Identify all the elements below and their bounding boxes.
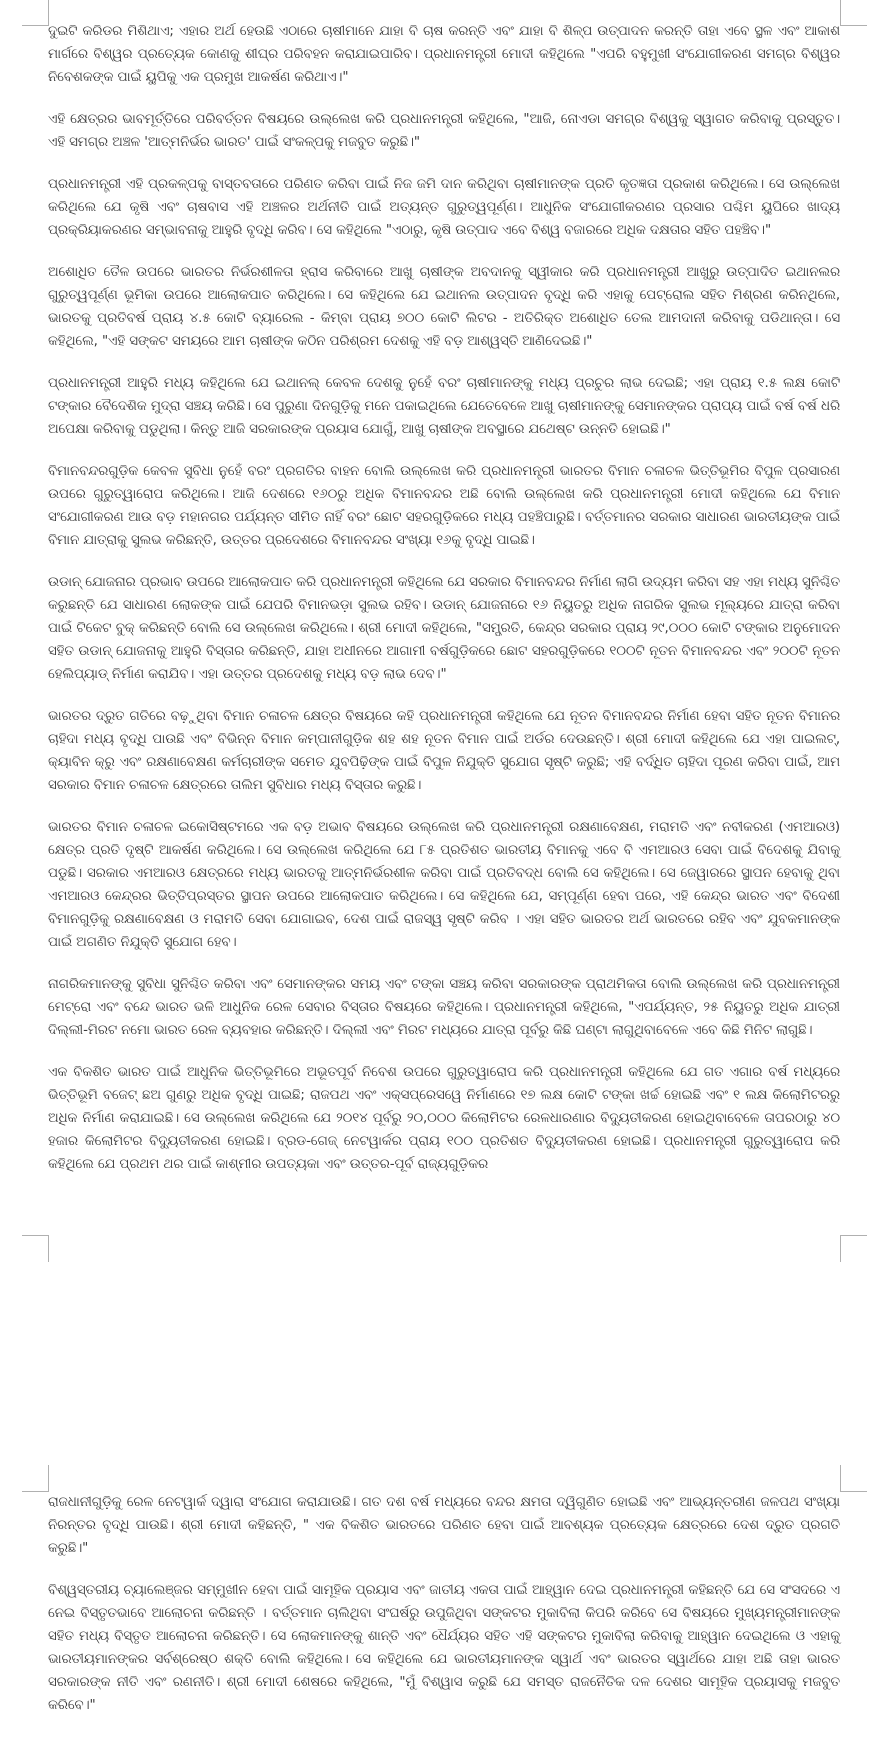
paragraph: ନାଗରିକମାନଙ୍କୁ ସୁବିଧା ସୁନିଶ୍ଚିତ କରିବା ଏବଂ ସେମାନଙ୍କର ସମୟ ଏବଂ ଟଙ୍କା ସଞ୍ଚୟ କରିବା ସରକାରଙ୍କ ପ୍ରାଥମିକତା ବୋଲି ଉଲ୍ଲେଖ କରି ପ୍ରଧାନମନ୍ତ୍ରୀ ମେଟ୍ରୋ ଏବଂ ବନ୍ଦେ ଭାରତ ଭଳି ଆଧୁନିକ ରେଳ ସେବାର ବିସ୍ତାର ବିଷୟରେ କହିଥିଲେ। ପ୍ରଧାନମନ୍ତ୍ରୀ କହିଥିଲେ, "ଏପର୍ଯ୍ୟନ୍ତ, ୨୫ ନିୟୁତରୁ ଅଧିକ ଯାତ୍ରୀ ଦିଲ୍ଲୀ-ମିରଟ ନମୋ ଭାରତ ରେଳ ବ୍ୟବହାର କରିଛନ୍ତି। ଦିଲ୍ଲୀ ଏବଂ ମିରଟ ମଧ୍ୟରେ ଯାତ୍ରା ପୂର୍ବରୁ କିଛି ଘଣ୍ଟା ଲାଗୁଥିବାବେଳେ ଏବେ କିଛି ମିନିଟ ଲାଗୁଛି। bbox=[48, 977, 840, 1038]
page-corner-mark bbox=[22, 1465, 49, 1492]
paragraph: ବିମାନବନ୍ଦରଗୁଡ଼ିକ କେବଳ ସୁବିଧା ନୁହେଁ ବରଂ ପ୍ରଗତିର ବାହନ ବୋଲି ଉଲ୍ଲେଖ କରି ପ୍ରଧାନମନ୍ତ୍ରୀ ଭାରତର ବିମାନ ଚଳାଚଳ ଭିତ୍ତିଭୂମିର ବିପୁଳ ପ୍ରସାରଣ ଉପରେ ଗୁରୁତ୍ୱାରୋପ କରିଥିଲେ। ଆଜି ଦେଶରେ ୧୬୦ରୁ ଅଧିକ ବିମାନବନ୍ଦର ଅଛି ବୋଲି ଉଲ୍ଲେଖ କରି ପ୍ରଧାନମନ୍ତ୍ରୀ ମୋଦୀ କହିଥିଲେ ଯେ ବିମାନ ସଂଯୋଗୀକରଣ ଆଉ ବଡ଼ ମହାନଗର ପର୍ଯ୍ୟନ୍ତ ସୀମିତ ନାହିଁ ବରଂ ଛୋଟ ସହରଗୁଡ଼ିକରେ ମଧ୍ୟ ପହଞ୍ଚିପାରୁଛି। ବର୍ତ୍ତମାନର ସରକାର ସାଧାରଣ ଭାରତୀୟଙ୍କ ପାଇଁ ବିମାନ ଯାତ୍ରାକୁ ସୁଲଭ କରିଛନ୍ତି, ଉତ୍ତର ପ୍ରଦେଶରେ ବିମାନବନ୍ଦର ସଂଖ୍ୟା ୧୬କୁ ବୃଦ୍ଧି ପାଇଛି। bbox=[48, 464, 840, 548]
paragraph: ପ୍ରଧାନମନ୍ତ୍ରୀ ଏହି ପ୍ରକଳ୍ପକୁ ବାସ୍ତବତାରେ ପରିଣତ କରିବା ପାଇଁ ନିଜ ଜମି ଦାନ କରିଥିବା ଚାଷୀମାନଙ୍କ ପ୍ରତି କୃତଜ୍ଞତା ପ୍ରକାଶ କରିଥିଲେ। ସେ ଉଲ୍ଲେଖ କରିଥିଲେ ଯେ କୃଷି ଏବଂ ଚାଷବାସ ଏହି ଅଞ୍ଚଳର ଅର୍ଥନୀତି ପାଇଁ ଅତ୍ୟନ୍ତ ଗୁରୁତ୍ୱପୂର୍ଣ୍ଣ। ଆଧୁନିକ ସଂଯୋଗୀକରଣର ପ୍ରସାର ପଶ୍ଚିମ ୟୁପିରେ ଖାଦ୍ୟ ପ୍ରକ୍ରିୟାକରଣର ସମ୍ଭାବନାକୁ ଆହୁରି ବୃଦ୍ଧି କରିବ। ସେ କହିଥିଲେ "ଏଠାରୁ, କୃଷି ଉତ୍ପାଦ ଏବେ ବିଶ୍ୱ ବଜାରରେ ଅଧିକ ଦକ୍ଷତାର ସହିତ ପହଞ୍ଚିବ।" bbox=[48, 177, 840, 238]
page-body bbox=[48, 1491, 840, 1736]
paragraph: ଭାରତର ଦ୍ରୁତ ଗତିରେ ବଢ଼ୁଥିବା ବିମାନ ଚଳାଚଳ କ୍ଷେତ୍ର ବିଷୟରେ କହି ପ୍ରଧାନମନ୍ତ୍ରୀ କହିଥିଲେ ଯେ ନୂତନ ବିମାନବନ୍ଦର ନିର୍ମାଣ ହେବା ସହିତ ନୂତନ ବିମାନର ଚାହିଦା ମଧ୍ୟ ବୃଦ୍ଧି ପାଉଛି ଏବଂ ବିଭିନ୍ନ ବିମାନ କମ୍ପାନୀଗୁଡ଼ିକ ଶହ ଶହ ନୂତନ ବିମାନ ପାଇଁ ଅର୍ଡର ଦେଉଛନ୍ତି। ଶ୍ରୀ ମୋଦୀ କହିଥିଲେ ଯେ ଏହା ପାଇଲଟ୍, କ୍ୟାବିନ କ୍ରୁ ଏବଂ ରକ୍ଷଣାବେକ୍ଷଣ କର୍ମଚାରୀଙ୍କ ସମେତ ଯୁବପିଢ଼ିଙ୍କ ପାଇଁ ବିପୁଳ ନିଯୁକ୍ତି ସୁଯୋଗ ସୃଷ୍ଟି କରୁଛି; ଏହି ବର୍ଦ୍ଧିତ ଚାହିଦା ପୂରଣ କରିବା ପାଇଁ, ଆମ ସରକାର ବିମାନ ଚଳାଚଳ କ୍ଷେତ୍ରରେ ତାଲିମ ସୁବିଧାର ମଧ୍ୟ ବିସ୍ତାର କରୁଛି। bbox=[48, 709, 840, 793]
paragraph: ଉଡାନ୍ ଯୋଜନାର ପ୍ରଭାବ ଉପରେ ଆଲୋକପାତ କରି ପ୍ରଧାନମନ୍ତ୍ରୀ କହିଥିଲେ ଯେ ସରକାର ବିମାନବନ୍ଦର ନିର୍ମାଣ ଲାଗି ଉଦ୍ୟମ କରିବା ସହ ଏହା ମଧ୍ୟ ସୁନିଶ୍ଚିତ କରୁଛନ୍ତି ଯେ ସାଧାରଣ ଲୋକଙ୍କ ପାଇଁ ଯେପରି ବିମାନଭଡ଼ା ସୁଲଭ ରହିବ। ଉଡାନ୍ ଯୋଜନାରେ ୧୬ ନିୟୁତରୁ ଅଧିକ ନାଗରିକ ସୁଲଭ ମୂଲ୍ୟରେ ଯାତ୍ରା କରିବା ପାଇଁ ଟିକେଟ ବୁକ୍ କରିଛନ୍ତି ବୋଲି ସେ ଉଲ୍ଲେଖ କରିଥିଲେ। ଶ୍ରୀ ମୋଦୀ କହିଥିଲେ, "ସମ୍ପ୍ରତି, କେନ୍ଦ୍ର ସରକାର ପ୍ରାୟ ୨୯,୦୦୦ କୋଟି ଟଙ୍କାର ଅନୁମୋଦନ ସହିତ ଉଡାନ୍ ଯୋଜନାକୁ ଆହୁରି ବିସ୍ତାର କରିଛନ୍ତି, ଯାହା ଅଧୀନରେ ଆଗାମୀ ବର୍ଷଗୁଡ଼ିକରେ ଛୋଟ ସହରଗୁଡ଼ିକରେ ୧୦୦ଟି ନୂତନ ବିମାନବନ୍ଦର ଏବଂ ୨୦୦ଟି ନୂତନ ହେଲିପ୍ୟାଡ୍ ନିର୍ମାଣ କରାଯିବ। ଏହା ଉତ୍ତର ପ୍ରଦେଶକୁ ମଧ୍ୟ ବଡ଼ ଲାଭ ଦେବ।" bbox=[48, 575, 840, 682]
document-page-2 bbox=[0, 1255, 870, 1749]
page-corner-mark bbox=[840, 0, 867, 26]
paragraph: ବିଶ୍ୱସ୍ତରୀୟ ଚ୍ୟାଲେଞ୍ଜର ସମ୍ମୁଖୀନ ହେବା ପାଇଁ ସାମୂହିକ ପ୍ରୟାସ ଏବଂ ଜାତୀୟ ଏକତା ପାଇଁ ଆହ୍ୱାନ ଦେଇ ପ୍ରଧାନମନ୍ତ୍ରୀ କହିଛନ୍ତି ଯେ ସେ ସଂସଦରେ ଏ ନେଇ ବିସ୍ତୃତଭାବେ ଆଲୋଚନା କରିଛନ୍ତି । ବର୍ତ୍ତମାନ ଚାଲିଥିବା ସଂଘର୍ଷରୁ ଉପୁଜିଥିବା ସଙ୍କଟର ମୁକାବିଲା କିପରି କରିବେ ସେ ବିଷୟରେ ମୁଖ୍ୟମନ୍ତ୍ରୀମାନଙ୍କ ସହିତ ମଧ୍ୟ ବିସ୍ତୃତ ଆଲୋଚନା କରିଛନ୍ତି। ସେ ଲୋକମାନଙ୍କୁ ଶାନ୍ତି ଏବଂ ଧୈର୍ଯ୍ୟର ସହିତ ଏହି ସଙ୍କଟର ମୁକାବିଲା କରିବାକୁ ଆହ୍ୱାନ ଦେଇଥିଲେ ଓ ଏହାକୁ ଭାରତୀୟମାନଙ୍କର ସର୍ବଶ୍ରେଷ୍ଠ ଶକ୍ତି ବୋଲି କହିଥିଲେ। ସେ କହିଥିଲେ ଯେ ଭାରତୀୟମାନଙ୍କ ସ୍ୱାର୍ଥ ଏବଂ ଭାରତର ସ୍ୱାର୍ଥରେ ଯାହା ଅଛି ତାହା ଭାରତ ସରକାରଙ୍କ ନୀତି ଏବଂ ରଣନୀତି। ଶ୍ରୀ ମୋଦୀ ଶେଷରେ କହିଥିଲେ, "ମୁଁ ବିଶ୍ୱାସ କରୁଛି ଯେ ସମସ୍ତ ରାଜନୈତିକ ଦଳ ଦେଶର ସାମୂହିକ ପ୍ରୟାସକୁ ମଜବୁତ କରିବେ।" bbox=[48, 1583, 840, 1713]
paragraph: ଅଶୋଧିତ ତୈଳ ଉପରେ ଭାରତର ନିର୍ଭରଶୀଳତା ହ୍ରାସ କରିବାରେ ଆଖୁ ଚାଷୀଙ୍କ ଅବଦାନକୁ ସ୍ୱୀକାର କରି ପ୍ରଧାନମନ୍ତ୍ରୀ ଆଖୁରୁ ଉତ୍ପାଦିତ ଇଥାନଲର ଗୁରୁତ୍ୱପୂର୍ଣ୍ଣ ଭୂମିକା ଉପରେ ଆଲୋକପାତ କରିଥିଲେ। ସେ କହିଥିଲେ ଯେ ଇଥାନଲ ଉତ୍ପାଦନ ବୃଦ୍ଧି କରି ଏହାକୁ ପେଟ୍ରୋଲ ସହିତ ମିଶ୍ରଣ କରିନଥିଲେ, ଭାରତକୁ ପ୍ରତିବର୍ଷ ପ୍ରାୟ ୪.୫ କୋଟି ବ୍ୟାରେଲ - କିମ୍ବା ପ୍ରାୟ ୭୦୦ କୋଟି ଲିଟର - ଅତିରିକ୍ତ ଅଶୋଧିତ ତେଲ ଆମଦାନୀ କରିବାକୁ ପଡିଥାନ୍ତା। ସେ କହିଥିଲେ, "ଏହି ସଙ୍କଟ ସମୟରେ ଆମ ଚାଷୀଙ୍କ କଠିନ ପରିଶ୍ରମ ଦେଶକୁ ଏହି ବଡ଼ ଆଶ୍ୱସ୍ତି ଆଣିଦେଇଛି।" bbox=[48, 265, 840, 349]
paragraph: ଏହି କ୍ଷେତ୍ରର ଭାବମୂର୍ତ୍ତିରେ ପରିବର୍ତ୍ତନ ବିଷୟରେ ଉଲ୍ଲେଖ କରି ପ୍ରଧାନମନ୍ତ୍ରୀ କହିଥିଲେ, "ଆଜି, ନୋଏଡା ସମଗ୍ର ବିଶ୍ୱକୁ ସ୍ୱାଗତ କରିବାକୁ ପ୍ରସ୍ତୁତ। ଏହି ସମଗ୍ର ଅଞ୍ଚଳ 'ଆତ୍ମନିର୍ଭର ଭାରତ' ପାଇଁ ସଂକଳ୍ପକୁ ମଜବୁତ କରୁଛି।" bbox=[48, 112, 840, 150]
paragraph: ଦୁଇଟି କରିଡର ମିଶିଥାଏ; ଏହାର ଅର୍ଥ ହେଉଛି ଏଠାରେ ଚାଷୀମାନେ ଯାହା ବି ଚାଷ କରନ୍ତି ଏବଂ ଯାହା ବି ଶିଳ୍ପ ଉତ୍ପାଦନ କରନ୍ତି ତାହା ଏବେ ସ୍ଥଳ ଏବଂ ଆକାଶ ମାର୍ଗରେ ବିଶ୍ୱର ପ୍ରତ୍ୟେକ କୋଣକୁ ଶୀଘ୍ର ପରିବହନ କରାଯାଇପାରିବ। ପ୍ରଧାନମନ୍ତ୍ରୀ ମୋଦୀ କହିଥିଲେ "ଏପରି ବହୁମୁଖୀ ସଂଯୋଗୀକରଣ ସମଗ୍ର ବିଶ୍ୱର ନିବେଶକଙ୍କ ପାଇଁ ୟୁପିକୁ ଏକ ପ୍ରମୁଖ ଆକର୍ଷଣ କରିଥାଏ।" bbox=[48, 24, 841, 85]
paragraph: ଭାରତର ବିମାନ ଚଳାଚଳ ଇକୋସିଷ୍ଟମରେ ଏକ ବଡ଼ ଅଭାବ ବିଷୟରେ ଉଲ୍ଲେଖ କରି ପ୍ରଧାନମନ୍ତ୍ରୀ ରକ୍ଷଣାବେକ୍ଷଣ, ମରାମତି ଏବଂ ନବୀକରଣ (ଏମଆରଓ) କ୍ଷେତ୍ର ପ୍ରତି ଦୃଷ୍ଟି ଆକର୍ଷଣ କରିଥିଲେ। ସେ ଉଲ୍ଲେଖ କରିଥିଲେ ଯେ ୮୫ ପ୍ରତିଶତ ଭାରତୀୟ ବିମାନକୁ ଏବେ ବି ଏମଆରଓ ସେବା ପାଇଁ ବିଦେଶକୁ ଯିବାକୁ ପଡୁଛି। ସରକାର ଏମଆରଓ କ୍ଷେତ୍ରରେ ମଧ୍ୟ ଭାରତକୁ ଆତ୍ମନିର୍ଭରଶୀଳ କରିବା ପାଇଁ ପ୍ରତିବଦ୍ଧ ବୋଲି ସେ କହିଥିଲେ। ସେ ଜେୱାରରେ ସ୍ଥାପନ ହେବାକୁ ଥିବା ଏମଆରଓ କେନ୍ଦ୍ରର ଭିତ୍ତିପ୍ରସ୍ତର ସ୍ଥାପନ ଉପରେ ଆଲୋକପାତ କରିଥିଲେ। ସେ କହିଥିଲେ ଯେ, ସମ୍ପୂର୍ଣ୍ଣ ହେବା ପରେ, ଏହି କେନ୍ଦ୍ର ଭାରତ ଏବଂ ବିଦେଶୀ ବିମାନଗୁଡ଼ିକୁ ରକ୍ଷଣାବେକ୍ଷଣ ଓ ମରାମତି ସେବା ଯୋଗାଇବ, ଦେଶ ପାଇଁ ରାଜସ୍ୱ ସୃଷ୍ଟି କରିବ । ଏହା ସହିତ ଭାରତର ଅର୍ଥ ଭାରତରେ ରହିବ ଏବଂ ଯୁବକମାନଙ୍କ ପାଇଁ ଅଗଣିତ ନିଯୁକ୍ତି ସୁଯୋଗ ହେବ। bbox=[48, 820, 840, 950]
paragraph: ରାଜଧାନୀଗୁଡ଼ିକୁ ରେଳ ନେଟୱାର୍କ ଦ୍ୱାରା ସଂଯୋଗ କରାଯାଉଛି। ଗତ ଦଶ ବର୍ଷ ମଧ୍ୟରେ ବନ୍ଦର କ୍ଷମତା ଦ୍ୱିଗୁଣିତ ହୋଇଛି ଏବଂ ଆଭ୍ୟନ୍ତରୀଣ ଜଳପଥ ସଂଖ୍ୟା ନିରନ୍ତର ବୃଦ୍ଧି ପାଉଛି। ଶ୍ରୀ ମୋଦୀ କହିଛନ୍ତି, " ଏକ ବିକଶିତ ଭାରତରେ ପରିଣତ ହେବା ପାଇଁ ଆବଶ୍ୟକ ପ୍ରତ୍ୟେକ କ୍ଷେତ୍ରରେ ଦେଶ ଦ୍ରୁତ ପ୍ରଗତି କରୁଛି।" bbox=[48, 1495, 840, 1556]
page-corner-mark bbox=[22, 0, 49, 26]
page-corner-mark bbox=[840, 1465, 867, 1492]
paragraph: ପ୍ରଧାନମନ୍ତ୍ରୀ ଆହୁରି ମଧ୍ୟ କହିଥିଲେ ଯେ ଇଥାନଲ୍ କେବଳ ଦେଶକୁ ନୁହେଁ ବରଂ ଚାଷୀମାନଙ୍କୁ ମଧ୍ୟ ପ୍ରଚୁର ଲାଭ ଦେଇଛି; ଏହା ପ୍ରାୟ ୧.୫ ଲକ୍ଷ କୋଟି ଟଙ୍କାର ବୈଦେଶିକ ମୁଦ୍ରା ସଞ୍ଚୟ କରିଛି। ସେ ପୁରୁଣା ଦିନଗୁଡ଼ିକୁ ମନେ ପକାଇଥିଲେ ଯେତେବେଳେ ଆଖୁ ଚାଷୀମାନଙ୍କୁ ସେମାନଙ୍କର ପ୍ରାପ୍ୟ ପାଇଁ ବର୍ଷ ବର୍ଷ ଧରି ଅପେକ୍ଷା କରିବାକୁ ପଡୁଥିଲା। କିନ୍ତୁ ଆଜି ସରକାରଙ୍କ ପ୍ରୟାସ ଯୋଗୁଁ, ଆଖୁ ଚାଷୀଙ୍କ ଅବସ୍ଥାରେ ଯଥେଷ୍ଟ ଉନ୍ନତି ହୋଇଛି।" bbox=[48, 376, 840, 437]
paragraph: ଏକ ବିକଶିତ ଭାରତ ପାଇଁ ଆଧୁନିକ ଭିତ୍ତିଭୂମିରେ ଅଭୂତପୂର୍ବ ନିବେଶ ଉପରେ ଗୁରୁତ୍ୱାରୋପ କରି ପ୍ରଧାନମନ୍ତ୍ରୀ କହିଥିଲେ ଯେ ଗତ ଏଗାର ବର୍ଷ ମଧ୍ୟରେ ଭିତ୍ତିଭୂମି ବଜେଟ୍ ଛଅ ଗୁଣରୁ ଅଧିକ ବୃଦ୍ଧି ପାଇଛି; ରାଜପଥ ଏବଂ ଏକ୍ସପ୍ରେସୱେ ନିର୍ମାଣରେ ୧୭ ଲକ୍ଷ କୋଟି ଟଙ୍କା ଖର୍ଚ୍ଚ ହୋଇଛି ଏବଂ ୧ ଲକ୍ଷ କିଲୋମିଟରରୁ ଅଧିକ ନିର୍ମାଣ କରାଯାଇଛି। ସେ ଉଲ୍ଲେଖ କରିଥିଲେ ଯେ ୨୦୧୪ ପୂର୍ବରୁ ୨୦,୦୦୦ କିଲୋମିଟର ରେଳଧାରଣାର ବିଦ୍ୟୁତୀକରଣ ହୋଇଥିବାବେଳେ ତାପରଠାରୁ ୪୦ ହଜାର କିଲୋମିଟର ବିଦ୍ୟୁତୀକରଣ ହୋଇଛି। ବ୍ରଡ-ଗେଜ୍ ନେଟୱାର୍କର ପ୍ରାୟ ୧୦୦ ପ୍ରତିଶତ ବିଦ୍ୟୁତୀକରଣ ହୋଇଛି। ପ୍ରଧାନମନ୍ତ୍ରୀ ଗୁରୁତ୍ୱାରୋପ କରି କହିଥିଲେ ଯେ ପ୍ରଥମ ଥର ପାଇଁ କାଶ୍ମୀର ଉପତ୍ୟକା ଏବଂ ଉତ୍ତର-ପୂର୍ବ ରାଜ୍ୟଗୁଡ଼ିକର bbox=[48, 1065, 840, 1172]
page-body bbox=[48, 20, 840, 1195]
